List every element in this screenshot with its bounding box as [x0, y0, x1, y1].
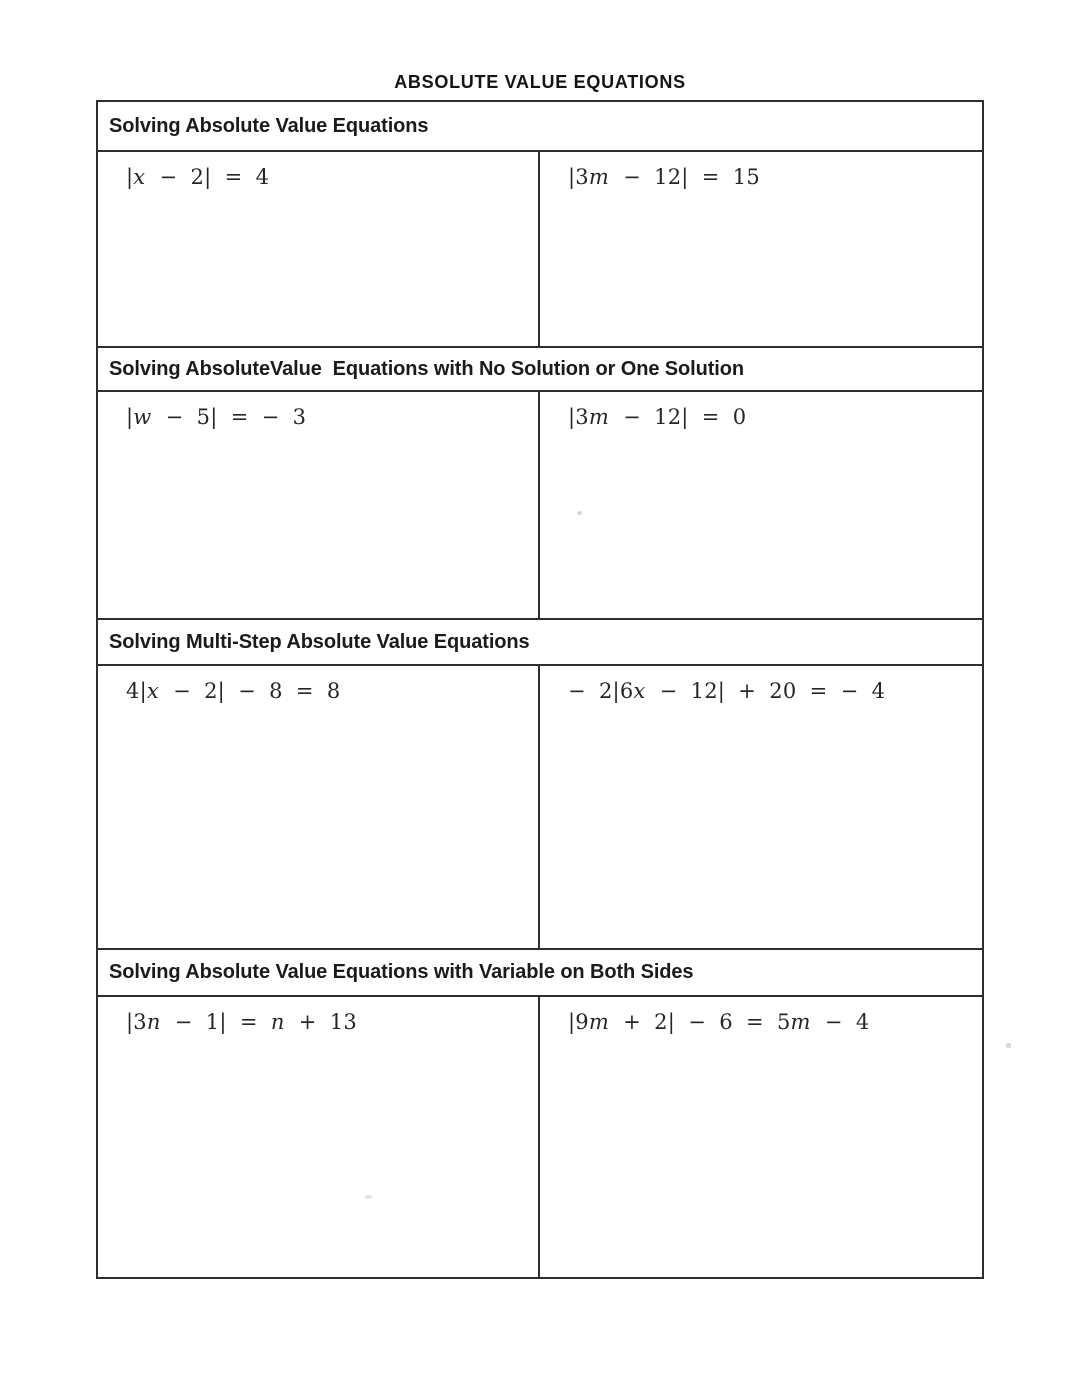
section-body	[98, 392, 982, 618]
scan-speck	[577, 511, 582, 515]
section-header	[98, 948, 982, 997]
section-multi-step	[98, 618, 982, 948]
worksheet-table	[96, 100, 984, 1279]
equation-text: |9m + 2| − 6 = 5m − 4	[568, 1010, 870, 1034]
section-header-label: Solving Absolute Value Equations with Variable on Both Sides	[109, 961, 694, 983]
section-header	[98, 346, 982, 392]
equation-text: |3m − 12| = 15	[568, 165, 760, 189]
section-header-label: Solving AbsoluteValue Equations with No Solution or One Solution	[109, 357, 744, 380]
section-header	[98, 102, 982, 152]
page-title: ABSOLUTE VALUE EQUATIONS	[394, 72, 686, 92]
equation-text: |x − 2| = 4	[126, 165, 270, 189]
section-no-solution-or-one-solution	[98, 346, 982, 618]
scan-speck	[1006, 1043, 1011, 1048]
problem-cell	[540, 392, 982, 618]
equation-text: − 2|6x − 12| + 20 = − 4	[568, 679, 886, 703]
equation-text: 4|x − 2| − 8 = 8	[126, 679, 341, 703]
section-header-label: Solving Absolute Value Equations	[109, 114, 429, 137]
section-body	[98, 997, 982, 1277]
section-solving-absolute-value-equations	[98, 102, 982, 346]
section-variable-on-both-sides	[98, 948, 982, 1277]
problem-cell	[540, 997, 982, 1277]
equation-text: |3m − 12| = 0	[568, 405, 747, 429]
section-header-label: Solving Multi-Step Absolute Value Equations	[109, 630, 530, 653]
problem-cell	[98, 997, 540, 1277]
problem-cell	[540, 152, 982, 346]
scan-speck	[365, 1195, 372, 1199]
section-body	[98, 152, 982, 346]
problem-cell	[98, 666, 540, 948]
problem-cell	[540, 666, 982, 948]
problem-cell	[98, 392, 540, 618]
equation-text: |3n − 1| = n + 13	[126, 1010, 357, 1034]
section-body	[98, 666, 982, 948]
equation-text: |w − 5| = − 3	[126, 405, 307, 429]
problem-cell	[98, 152, 540, 346]
section-header	[98, 618, 982, 666]
